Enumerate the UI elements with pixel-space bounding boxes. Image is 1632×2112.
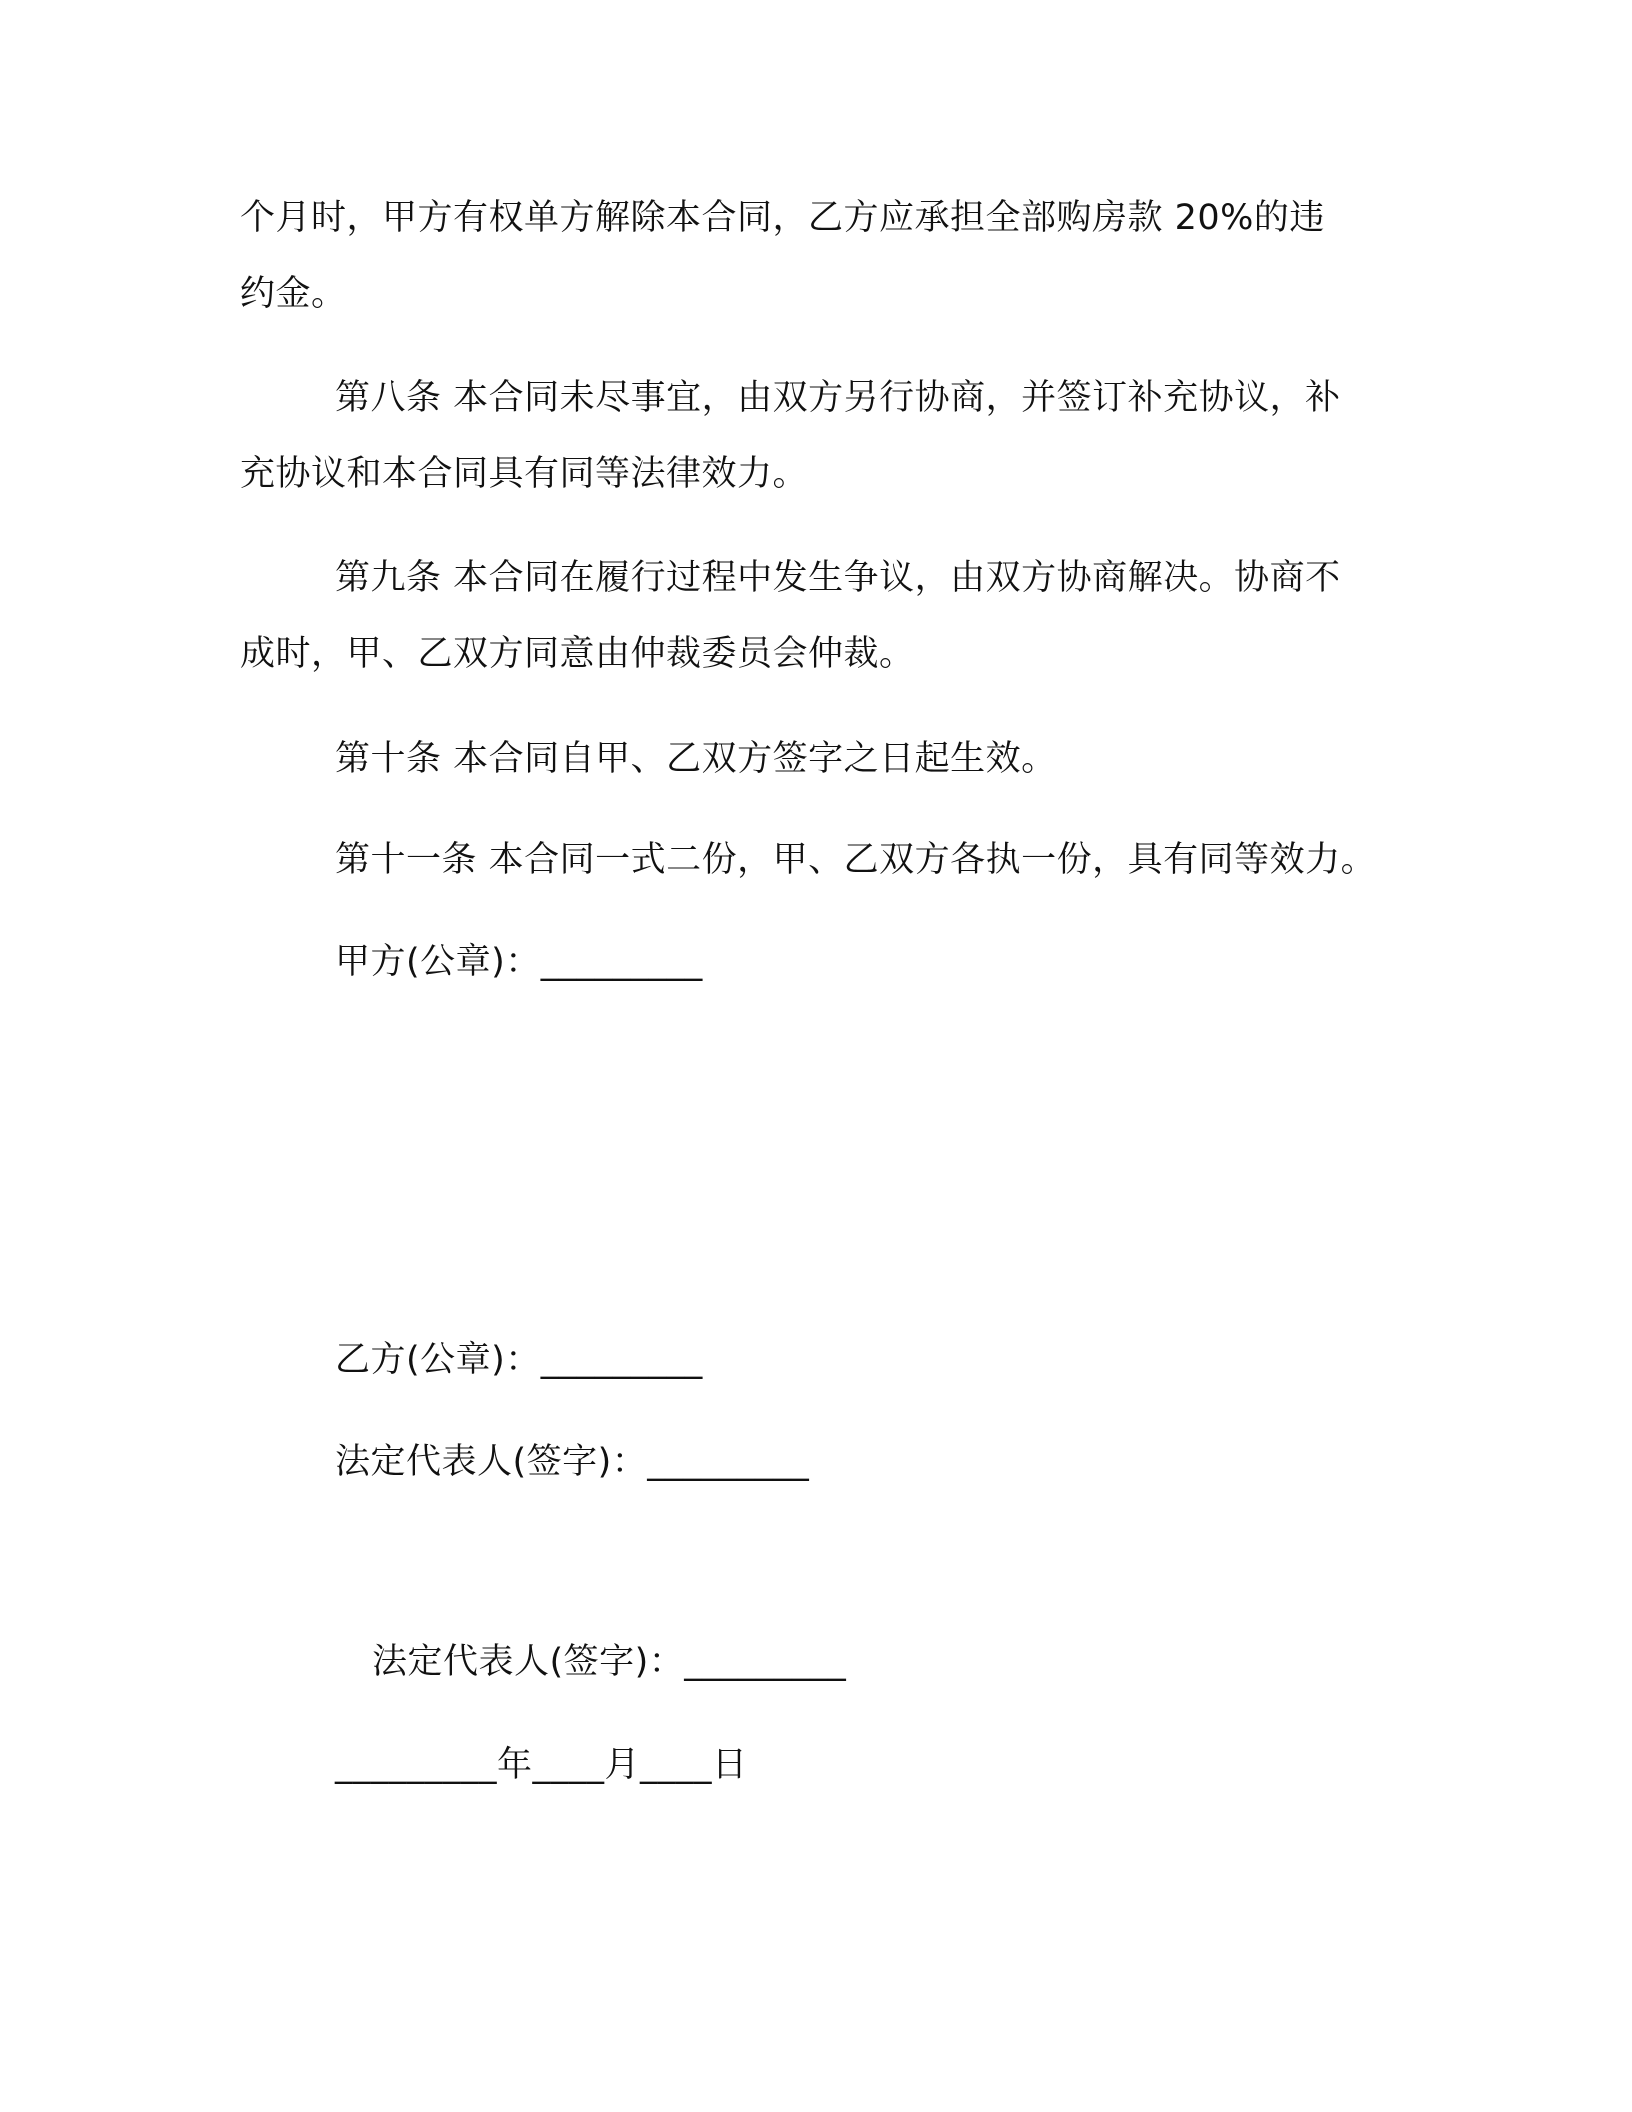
legal-representative-signature-line-1: 法定代表人(签字)：_________	[335, 1442, 810, 1482]
clause7-continuation-line1: 个月时，甲方有权单方解除本合同，乙方应承担全部购房款 20%的违	[240, 198, 1325, 238]
clause9-line2: 成时，甲、乙双方同意由仲裁委员会仲裁。	[240, 634, 915, 674]
clause11: 第十一条 本合同一式二份，甲、乙双方各执一份，具有同等效力。	[335, 840, 1377, 880]
clause10: 第十条 本合同自甲、乙双方签字之日起生效。	[335, 739, 1057, 779]
party-b-seal-line: 乙方(公章)：_________	[335, 1340, 703, 1380]
legal-representative-signature-line-2: 法定代表人(签字)：_________	[372, 1642, 847, 1682]
clause8-line2: 充协议和本合同具有同等法律效力。	[240, 454, 809, 494]
clause9-line1: 第九条 本合同在履行过程中发生争议，由双方协商解决。协商不	[335, 558, 1341, 598]
signing-date-line: _________年____月____日	[335, 1745, 748, 1785]
clause7-continuation-line2: 约金。	[240, 274, 347, 314]
party-a-seal-line: 甲方(公章)：_________	[335, 942, 703, 982]
clause8-line1: 第八条 本合同未尽事宜，由双方另行协商，并签订补充协议，补	[335, 378, 1341, 418]
